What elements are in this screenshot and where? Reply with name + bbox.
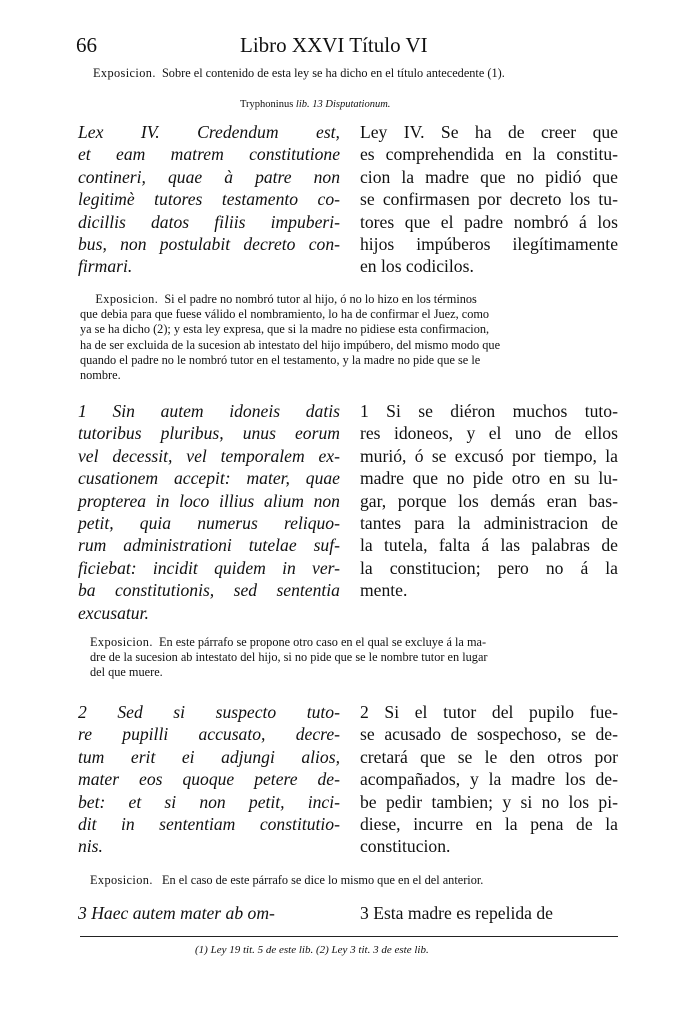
- intro-exposicion: [93, 66, 633, 81]
- par3-latin-column: [78, 902, 340, 924]
- text-line: cretará que se le den otros por: [360, 746, 618, 767]
- text-line: mater eos quoque petere de-: [78, 769, 340, 790]
- text-line: dit in sententiam constitutio-: [78, 814, 340, 835]
- text-line: re pupilli accusato, decre-: [78, 724, 340, 745]
- footnote-divider: [80, 936, 618, 937]
- text-line: mente.: [360, 580, 408, 601]
- attribution-author: Tryphoninus: [240, 99, 294, 110]
- text-line: 1 Sin autem idoneis datis: [78, 401, 340, 421]
- exposicion-text: Sobre el contenido de esta ley se ha dicho en el título antecedente (1).: [161, 66, 505, 80]
- text-line: 1 Si se diéron muchos tuto-: [360, 401, 618, 421]
- ley-spanish-column: [360, 121, 618, 278]
- text-line: [80, 292, 617, 307]
- text-line: tutoribus pluribus, unus eorum: [78, 423, 340, 444]
- text-line: vel decessit, vel temporalem ex-: [78, 445, 340, 466]
- text-line: tum erit ei adjungi alios,: [78, 746, 340, 767]
- attribution: [240, 99, 390, 110]
- text-line: dicillis datos filiis impuberi-: [78, 211, 340, 232]
- text-line: se confirmasen por decreto los tu-: [360, 189, 618, 210]
- text-line: gar, porque los demás eran bas-: [360, 490, 618, 511]
- text-line: nis.: [78, 836, 103, 857]
- text-line: 3 Esta madre es repelida de: [360, 903, 553, 923]
- exposicion-text: En este párrafo se propone otro caso en el qual se excluye á la ma-: [158, 635, 487, 649]
- par1-latin-column: [78, 400, 340, 624]
- footnotes: (1) Ley 19 tit. 5 de este lib. (2) Ley 3 tit. 3 de este lib.: [195, 944, 429, 956]
- text-line: diese, incurre en la pena de la: [360, 814, 618, 835]
- text-line: dre de la sucesion ab intestato del hijo, si no pide que se le nombre tutor en lugar: [90, 650, 488, 665]
- exposicion-text: Si el padre no nombró tutor al hijo, ó no lo hizo en los términos: [164, 292, 477, 306]
- text-line: ya se ha dicho (2); y esta ley expresa, que si la madre no pidiese esta confirmacion,: [80, 322, 490, 337]
- text-line: be pedir tambien; y si no los pi-: [360, 791, 618, 812]
- text-line: nombre.: [80, 368, 121, 383]
- text-line: del que muere.: [90, 665, 163, 680]
- exposicion-text: En el caso de este párrafo se dice lo mismo que en el del anterior.: [162, 873, 484, 887]
- par2-spanish-column: [360, 701, 618, 858]
- text-line: tantes para la administracion de: [360, 513, 618, 534]
- exposicion-4: [90, 873, 617, 888]
- par1-spanish-column: [360, 400, 618, 602]
- text-line: quando el padre no le nombró tutor en el testamento, y la madre no pide que se le: [80, 352, 481, 367]
- text-line: Ley IV. Se ha de creer que: [360, 122, 618, 142]
- text-line: 3 Haec autem mater ab om-: [78, 903, 275, 923]
- lex-latin-column: [78, 121, 340, 278]
- text-line: cion la madre que no pidió que: [360, 166, 618, 187]
- text-line: la tutela, falta á las palabras de: [360, 535, 618, 556]
- running-title: Libro XXVI Título VI: [240, 33, 428, 57]
- text-line: 2 Sed si suspecto tuto-: [78, 702, 340, 722]
- text-line: ha de ser excluida de la sucesion ab intestato del hijo impúbero, del mismo modo que: [80, 337, 501, 352]
- text-line: la constitucion; pero no á la: [360, 557, 618, 578]
- text-line: constitucion.: [360, 836, 451, 857]
- text-line: bet: et si non petit, inci-: [78, 791, 340, 812]
- exposicion-label: Exposicion.: [95, 292, 159, 306]
- text-line: [90, 635, 617, 650]
- text-line: [90, 873, 617, 888]
- text-line: rum administrationi tutelae suf-: [78, 535, 340, 556]
- text-line: acompañados, y la madre los de-: [360, 769, 618, 790]
- text-line: se acusado de sospechoso, se de-: [360, 724, 618, 745]
- page-number: 66: [76, 33, 97, 57]
- exposicion-3: [90, 635, 617, 681]
- text-line: petit, quia numerus reliquo-: [78, 513, 340, 534]
- exposicion-label: Exposicion.: [93, 66, 156, 80]
- text-line: bus, non postulabit decreto con-: [78, 234, 340, 255]
- par2-latin-column: [78, 701, 340, 858]
- text-line: tores que el padre nombró á los: [360, 211, 618, 232]
- text-line: que debia para que fuese válido el nombramiento, lo ha de confirmar el Juez, como: [80, 307, 490, 322]
- attribution-work: lib. 13 Disputationum.: [295, 99, 391, 110]
- text-line: legitimè tutores testamento co-: [78, 189, 340, 210]
- text-line: en los codicilos.: [360, 256, 474, 277]
- text-line: 2 Si el tutor del pupilo fue-: [360, 702, 618, 722]
- text-line: contineri, quae à patre non: [78, 166, 340, 187]
- par3-spanish-column: [360, 902, 618, 924]
- exposicion-2: [80, 292, 617, 383]
- text-line: es comprehendida en la constitu-: [360, 144, 618, 165]
- text-line: cusationem accepit: mater, quae: [78, 468, 340, 489]
- text-line: madre que no pide otro en su lu-: [360, 468, 618, 489]
- text-line: et eam matrem constitutione: [78, 144, 340, 165]
- text-line: ficiebat: incidit quidem in ver-: [78, 557, 340, 578]
- text-line: hijos impúberos ilegítimamente: [360, 234, 618, 255]
- text-line: ba constitutionis, sed sententia: [78, 580, 340, 601]
- text-line: murió, ó se excusó por tiempo, la: [360, 445, 618, 466]
- text-line: firmari.: [78, 256, 133, 277]
- exposicion-label: Exposicion.: [90, 873, 153, 887]
- text-line: res idoneos, y el uno de ellos: [360, 423, 618, 444]
- text-line: excusatur.: [78, 602, 149, 623]
- text-line: Lex IV. Credendum est,: [78, 122, 340, 142]
- text-line: propterea in loco illius alium non: [78, 490, 340, 511]
- exposicion-label: Exposicion.: [90, 635, 153, 649]
